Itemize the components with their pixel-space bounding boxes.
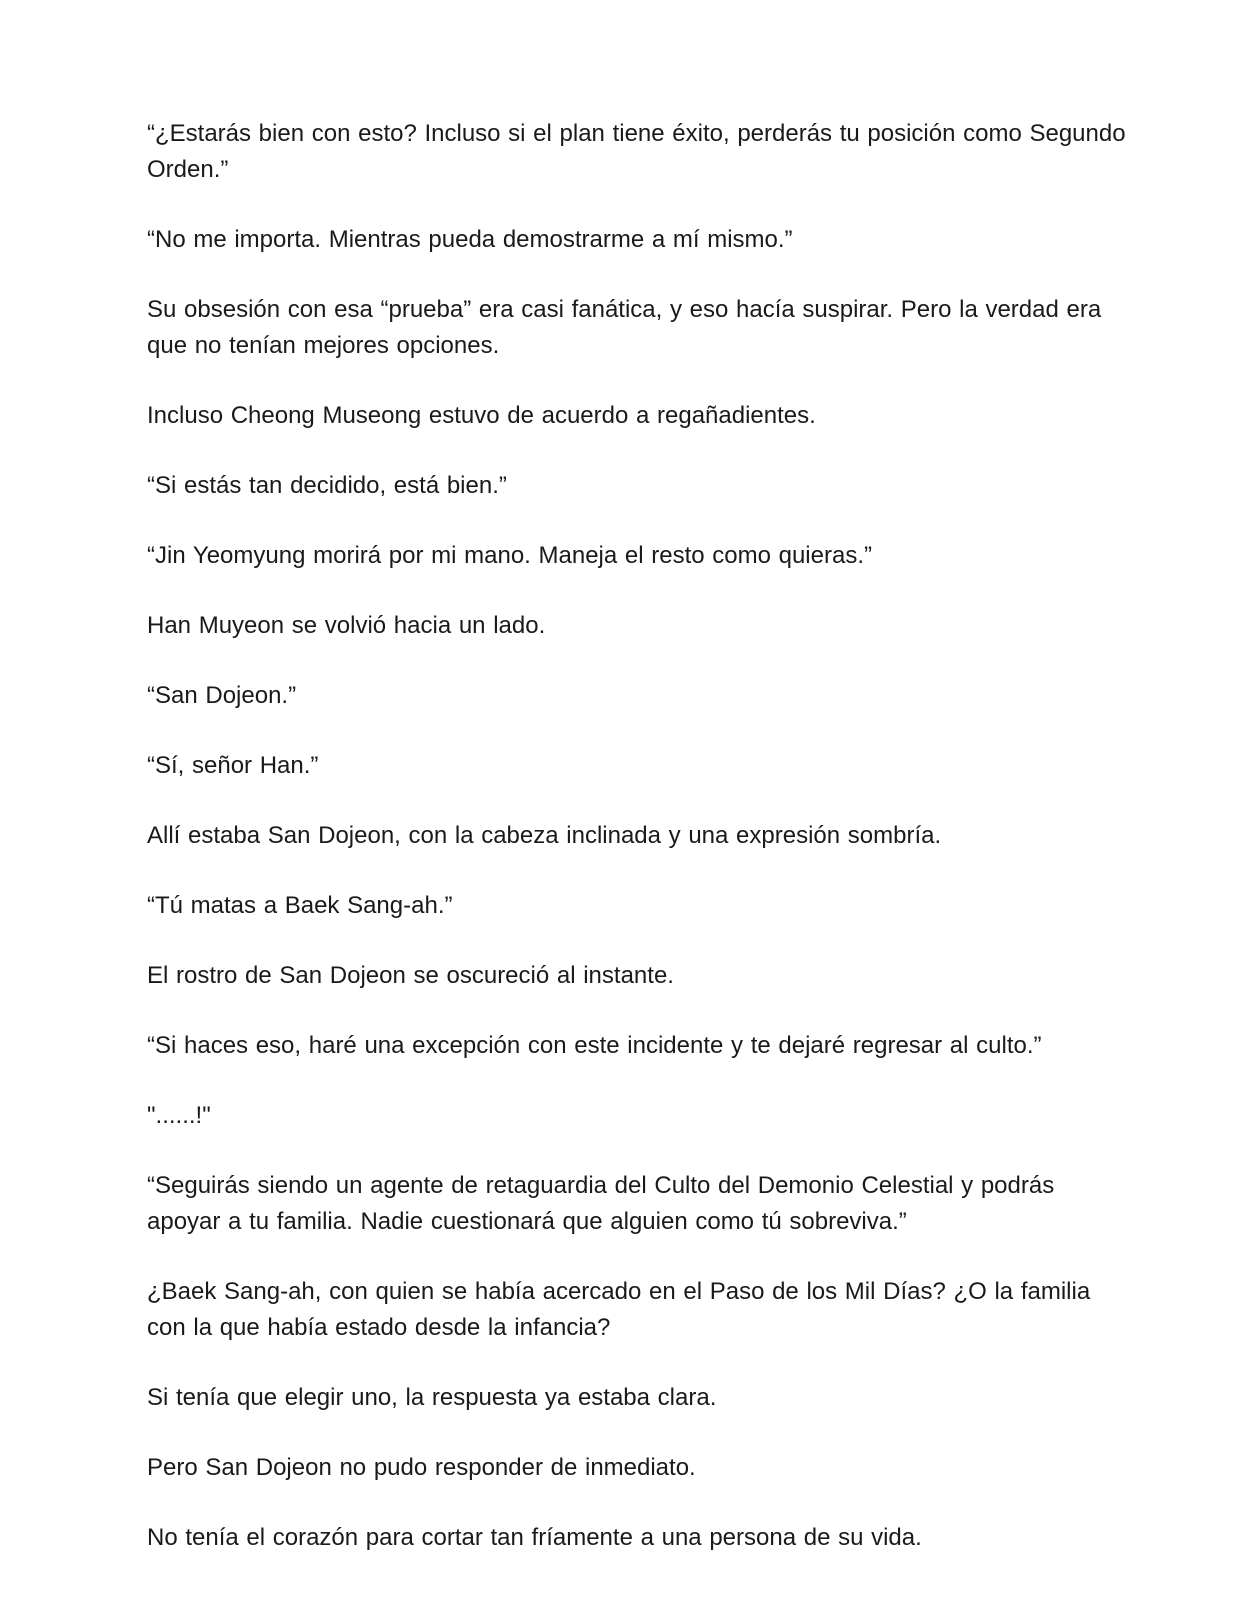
paragraph: Incluso Cheong Museong estuvo de acuerdo a regañadientes.: [147, 402, 816, 429]
paragraph: “¿Estarás bien con esto? Incluso si el plan tiene éxito, perderás tu posición como Segundo Orden.”: [147, 120, 1126, 183]
paragraph: Si tenía que elegir uno, la respuesta ya estaba clara.: [147, 1384, 717, 1411]
document-body: [147, 116, 1127, 1590]
paragraph: No tenía el corazón para cortar tan fríamente a una persona de su vida.: [147, 1524, 922, 1551]
paragraph: Allí estaba San Dojeon, con la cabeza inclinada y una expresión sombría.: [147, 822, 942, 849]
paragraph: “Si estás tan decidido, está bien.”: [147, 472, 507, 499]
paragraph: “Seguirás siendo un agente de retaguardia del Culto del Demonio Celestial y podrás apoyar a tu familia. Nadie cuestionará que alguien como tú sobreviva.”: [147, 1172, 1055, 1235]
paragraph: ¿Baek Sang-ah, con quien se había acercado en el Paso de los Mil Días? ¿O la familia con la que había estado desde la infancia?: [147, 1278, 1091, 1341]
paragraph: “Jin Yeomyung morirá por mi mano. Maneja el resto como quieras.”: [147, 542, 872, 569]
paragraph: “Sí, señor Han.”: [147, 752, 319, 779]
paragraph: Han Muyeon se volvió hacia un lado.: [147, 612, 546, 639]
paragraph: “Si haces eso, haré una excepción con este incidente y te dejaré regresar al culto.”: [147, 1032, 1042, 1059]
paragraph: Su obsesión con esa “prueba” era casi fanática, y eso hacía suspirar. Pero la verdad era que no tenían mejores opciones.: [147, 296, 1102, 359]
paragraph: “No me importa. Mientras pueda demostrarme a mí mismo.”: [147, 226, 793, 253]
paragraph: “Tú matas a Baek Sang-ah.”: [147, 892, 453, 919]
paragraph: Pero San Dojeon no pudo responder de inmediato.: [147, 1454, 696, 1481]
paragraph: “San Dojeon.”: [147, 682, 297, 709]
paragraph: El rostro de San Dojeon se oscureció al instante.: [147, 962, 674, 989]
paragraph: "......!": [147, 1102, 211, 1129]
